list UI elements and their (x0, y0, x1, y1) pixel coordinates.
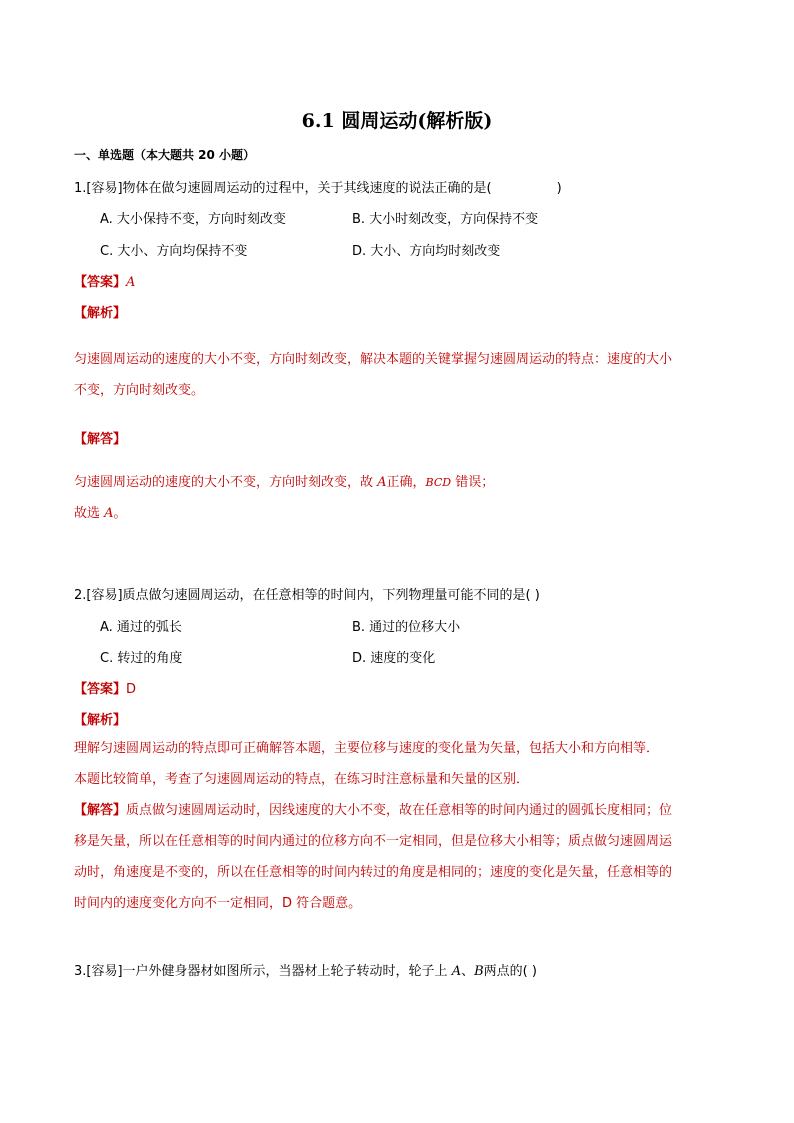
q1-option-c: C. 大小、方向均保持不变 (100, 244, 248, 259)
q2-answer (74, 678, 136, 697)
question-2-stem: 2.[容易]质点做匀速圆周运动，在任意相等的时间内，下列物理量可能不同的是( ) (74, 588, 540, 603)
answer-label: 【答案】 (74, 275, 127, 290)
q2-option-d: D. 速度的变化 (352, 651, 436, 666)
solution-label: 【解答】 (74, 803, 127, 818)
q1-option-b: B. 大小时刻改变，方向保持不变 (352, 212, 539, 227)
question-1-stem: 1.[容易]物体在做匀速圆周运动的过程中，关于其线速度的说法正确的是( ) (74, 181, 562, 196)
q1-option-a: A. 大小保持不变，方向时刻改变 (100, 212, 286, 227)
q1-analysis-label: 【解析】 (74, 306, 127, 321)
q2-solution-text: 【解答】质点做匀速圆周运动时，因线速度的大小不变，故在任意相等的时间内通过的圆弧长度相同；位 移是矢量，所以在任意相等的时间内通过的位移方向不一定相同，但是位移大小相等；质点做匀速圆周运 动时，角速度是不变的，所以在任意相等的时间内转过的角度是相同的；速度的变化是矢量，任意相等的 时间内的速度变化方向不一定相同，D 符合题意。 (74, 803, 673, 911)
section-heading: 一、单选题（本大题共 20 小题） (74, 148, 256, 162)
q1-solution-label: 【解答】 (74, 432, 127, 447)
q2-option-c: C. 转过的角度 (100, 651, 183, 666)
q2-option-a: A. 通过的弧长 (100, 620, 182, 635)
q1-option-d: D. 大小、方向均时刻改变 (352, 244, 501, 259)
answer-value: D (126, 682, 137, 697)
question-3-stem: 3.[容易]一户外健身器材如图所示，当器材上轮子转动时，轮子上 A、B两点的( ) (74, 964, 537, 979)
q1-solution-text: 匀速圆周运动的速度的大小不变，方向时刻改变，故 A正确，BCD 错误； 故选 A。 (74, 475, 495, 521)
q1-answer (74, 271, 135, 290)
q2-option-b: B. 通过的位移大小 (352, 620, 461, 635)
q2-analysis-text: 理解匀速圆周运动的特点即可正确解答本题，主要位移与速度的变化量为矢量，包括大小和方向相等． 本题比较简单，考查了匀速圆周运动的特点，在练习时注意标量和矢量的区别． (74, 741, 660, 787)
page-title: 6.1 圆周运动(解析版) (301, 110, 493, 132)
q1-analysis-text: 匀速圆周运动的速度的大小不变，方向时刻改变，解决本题的关键掌握匀速圆周运动的特点：速度的大小 不变，方向时刻改变。 (74, 352, 673, 398)
q2-analysis-label: 【解析】 (74, 713, 127, 728)
answer-label: 【答案】 (74, 682, 127, 697)
answer-value: A (126, 275, 136, 290)
